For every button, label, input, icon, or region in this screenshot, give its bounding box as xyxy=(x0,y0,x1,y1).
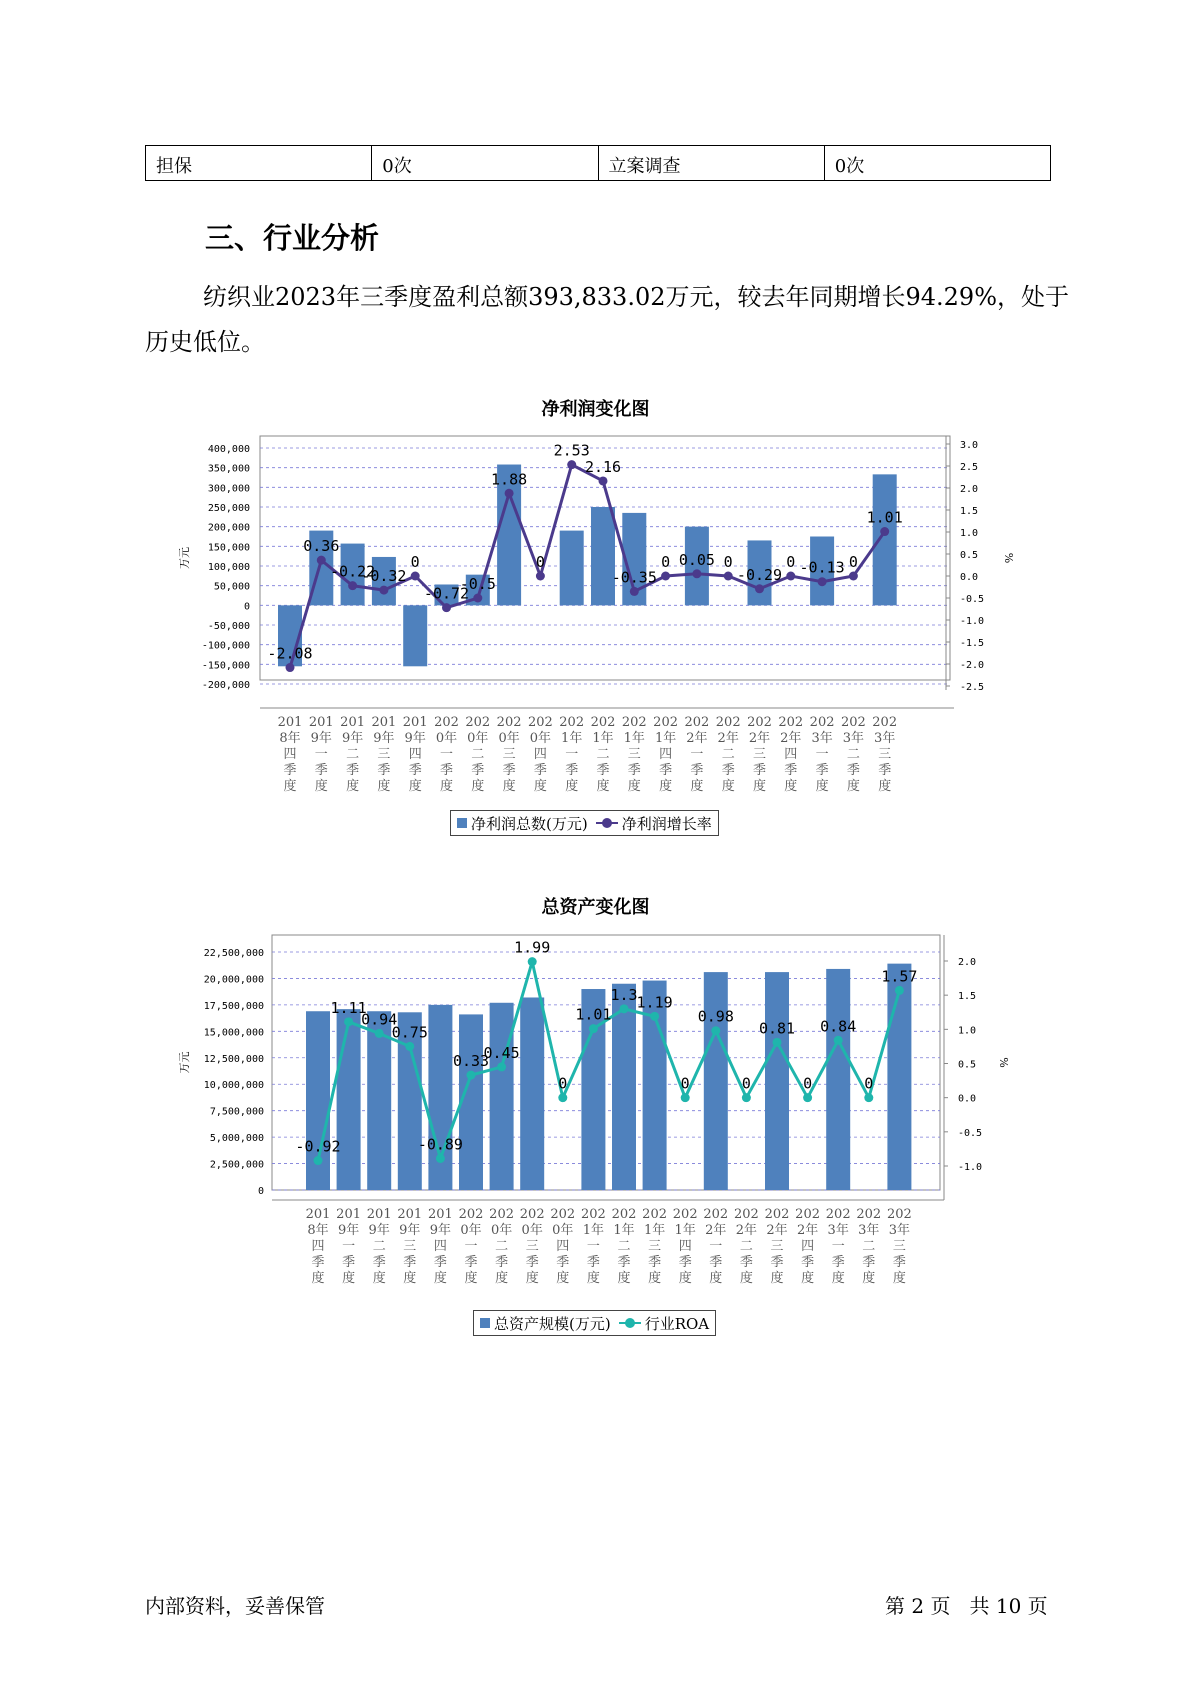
x-tick-label: 202 2年三季度 xyxy=(747,715,772,794)
data-label: 1.01 xyxy=(866,508,903,527)
data-label: 0 xyxy=(661,553,671,571)
y-tick-label: -50,000 xyxy=(207,621,250,632)
bar xyxy=(520,997,544,1190)
data-label: 0.45 xyxy=(483,1043,520,1062)
chart-legend xyxy=(450,810,719,836)
data-label: -0.5 xyxy=(459,575,496,593)
chart-legend xyxy=(473,1310,716,1336)
y-axis-label: 万元 xyxy=(178,1051,191,1074)
line-point xyxy=(880,527,889,536)
y2-tick-label: -1.5 xyxy=(960,638,985,649)
x-tick-label: 202 2年三季度 xyxy=(764,1207,790,1286)
legend-bar-swatch xyxy=(480,1318,490,1328)
legend-line-swatch xyxy=(596,818,618,828)
x-tick-label: 202 0年三季度 xyxy=(519,1207,545,1286)
y2-tick-label: 0.5 xyxy=(960,550,979,561)
y-tick-label: 20,000,000 xyxy=(203,974,264,986)
footer-left: 内部资料，妥善保管 xyxy=(145,1594,325,1618)
y-tick-label: 0 xyxy=(243,601,250,613)
line-point xyxy=(818,577,827,586)
y-tick-label: 150,000 xyxy=(207,542,250,554)
x-tick-label: 202 1年三季度 xyxy=(621,715,647,794)
x-tick-label: 202 0年三季度 xyxy=(496,715,522,794)
x-tick-label: 201 9年二季度 xyxy=(366,1207,392,1286)
data-label: 2.16 xyxy=(584,457,622,476)
data-label: -2.08 xyxy=(267,644,313,663)
section-heading: 三、行业分析 xyxy=(205,221,380,255)
data-label: 0.36 xyxy=(303,537,340,556)
x-tick-label: 201 8年四季度 xyxy=(277,715,303,794)
data-label: -0.89 xyxy=(417,1135,463,1154)
line-point xyxy=(599,476,608,485)
line-point xyxy=(692,569,701,578)
legend-line-label: 净利润增长率 xyxy=(621,814,712,833)
data-label: 0.33 xyxy=(452,1052,490,1071)
line-point xyxy=(849,572,858,581)
y2-axis-label: % xyxy=(997,1057,1010,1068)
y2-tick-label: -0.5 xyxy=(958,1127,983,1139)
y-tick-label: 5,000,000 xyxy=(209,1133,264,1145)
data-label: 2.53 xyxy=(553,441,590,460)
info-table xyxy=(145,145,1051,181)
data-label: 1.57 xyxy=(881,967,918,986)
data-label: 1.99 xyxy=(514,938,551,957)
x-tick-label: 201 9年三季度 xyxy=(371,715,397,794)
data-label: 1.3 xyxy=(610,985,638,1004)
y-tick-label: 15,000,000 xyxy=(203,1027,264,1039)
x-tick-label: 201 9年三季度 xyxy=(397,1207,423,1286)
y2-tick-label: -2.5 xyxy=(960,682,985,693)
x-tick-label: 201 9年四季度 xyxy=(427,1207,453,1286)
line-point xyxy=(711,1026,720,1035)
data-label: 0 xyxy=(558,1074,568,1093)
y2-tick-label: 0.5 xyxy=(958,1059,977,1071)
data-label: 0.98 xyxy=(697,1007,734,1026)
total-assets-chart xyxy=(0,930,1191,1310)
paragraph-text: 纺织业2023年三季度盈利总额393,833.02万元，较去年同期增长94.29%，处于历史低位。 xyxy=(145,283,1070,356)
y-axis-label: 万元 xyxy=(178,547,191,569)
y-tick-label: 17,500,000 xyxy=(203,1000,264,1012)
bar xyxy=(591,507,615,605)
y-tick-label: 22,500,000 xyxy=(203,948,264,959)
y2-tick-label: 1.5 xyxy=(958,991,977,1003)
line-point xyxy=(589,1024,598,1033)
x-tick-label: 201 9年四季度 xyxy=(402,715,428,794)
line-point xyxy=(442,603,451,612)
x-tick-label: 202 1年一季度 xyxy=(580,1207,606,1286)
y2-tick-label: -1.0 xyxy=(960,616,985,627)
data-label: -0.13 xyxy=(799,558,845,577)
x-tick-label: 202 2年二季度 xyxy=(715,715,741,794)
legend-line-label: 行业ROA xyxy=(644,1314,710,1333)
y2-tick-label: 1.5 xyxy=(960,506,979,517)
x-tick-label: 202 1年一季度 xyxy=(559,715,585,794)
y-tick-label: 50,000 xyxy=(213,581,250,593)
net-profit-chart xyxy=(0,430,1191,810)
y2-tick-label: 3.0 xyxy=(960,440,979,451)
line-point xyxy=(436,1154,445,1163)
table-cell-label: 担保 xyxy=(146,146,372,181)
line-point xyxy=(864,1093,873,1102)
y-tick-label: 350,000 xyxy=(207,463,250,475)
data-label: 0.94 xyxy=(361,1010,398,1029)
y2-tick-label: 1.0 xyxy=(960,528,979,539)
data-label: 0.75 xyxy=(391,1023,428,1042)
data-label: -0.72 xyxy=(423,584,470,603)
analysis-paragraph xyxy=(145,275,1070,365)
line-point xyxy=(724,572,733,581)
line-point xyxy=(630,587,639,596)
data-label: 1.11 xyxy=(330,998,367,1017)
bar xyxy=(887,964,911,1190)
x-tick-label: 202 2年一季度 xyxy=(684,715,710,794)
line-point xyxy=(375,1029,384,1038)
data-label: 0.05 xyxy=(678,550,715,569)
y-tick-label: 400,000 xyxy=(207,444,250,455)
line-point xyxy=(742,1093,751,1102)
y-tick-label: 200,000 xyxy=(207,522,250,534)
legend-bar-swatch xyxy=(457,818,467,828)
x-tick-label: 201 9年二季度 xyxy=(340,715,366,794)
y-tick-label: 2,500,000 xyxy=(209,1159,264,1171)
data-label: 0 xyxy=(723,553,733,571)
x-tick-label: 202 1年四季度 xyxy=(672,1207,698,1286)
data-label: -0.92 xyxy=(295,1137,341,1156)
y-tick-label: -150,000 xyxy=(201,660,250,672)
line-point xyxy=(650,1012,659,1021)
x-tick-label: 202 0年一季度 xyxy=(458,1207,484,1286)
chart-title: 总资产变化图 xyxy=(541,897,650,918)
y-tick-label: 300,000 xyxy=(207,483,250,495)
x-tick-label: 202 0年二季度 xyxy=(465,715,491,794)
chart-title: 净利润变化图 xyxy=(541,399,650,420)
line-point xyxy=(473,594,482,603)
line-point xyxy=(314,1156,323,1165)
data-label: 0 xyxy=(786,553,796,571)
y-tick-label: 250,000 xyxy=(207,503,250,514)
bar xyxy=(765,972,789,1190)
line-point xyxy=(528,957,537,966)
bar xyxy=(704,972,728,1190)
line-point xyxy=(405,1042,414,1051)
data-label: 1.19 xyxy=(636,993,673,1012)
x-tick-label: 202 0年四季度 xyxy=(527,715,553,794)
table-cell-label: 立案调查 xyxy=(598,146,824,181)
data-label: 0 xyxy=(680,1074,690,1093)
data-label: -0.32 xyxy=(361,567,407,586)
y2-tick-label: -0.5 xyxy=(960,594,985,605)
x-tick-label: 201 8年四季度 xyxy=(305,1207,331,1286)
bar xyxy=(560,531,584,606)
y2-tick-label: 0.0 xyxy=(958,1093,977,1105)
data-label: 0 xyxy=(410,553,420,571)
x-tick-label: 202 1年四季度 xyxy=(653,715,679,794)
bar xyxy=(826,969,850,1190)
line-point xyxy=(536,572,545,581)
legend-line-swatch xyxy=(619,1318,641,1328)
x-tick-label: 202 1年二季度 xyxy=(590,715,616,794)
x-tick-label: 202 0年二季度 xyxy=(489,1207,515,1286)
x-tick-label: 202 2年四季度 xyxy=(778,715,804,794)
line-point xyxy=(317,556,326,565)
x-tick-label: 202 1年二季度 xyxy=(611,1207,637,1286)
y2-tick-label: 0.0 xyxy=(960,572,979,583)
line-point xyxy=(895,986,904,995)
data-label: 0 xyxy=(741,1074,751,1093)
y2-tick-label: -2.0 xyxy=(960,660,985,671)
table-cell-value: 0次 xyxy=(372,146,598,181)
line-point xyxy=(681,1093,690,1102)
footer-page-number: 第 2 页 共 10 页 xyxy=(885,1594,1048,1618)
line-point xyxy=(348,581,357,590)
line-point xyxy=(286,663,295,672)
x-tick-label: 202 0年一季度 xyxy=(434,715,459,794)
bar xyxy=(403,605,427,666)
data-label: 0.84 xyxy=(820,1017,857,1036)
y2-tick-label: 1.0 xyxy=(958,1025,977,1037)
line-point xyxy=(755,584,764,593)
y-tick-label: -200,000 xyxy=(201,680,250,691)
legend-bar-label: 总资产规模(万元) xyxy=(494,1314,611,1333)
x-tick-label: 202 2年四季度 xyxy=(795,1207,821,1286)
x-tick-label: 202 3年二季度 xyxy=(840,715,866,794)
y-tick-label: 10,000,000 xyxy=(203,1080,264,1092)
line-point xyxy=(344,1017,353,1026)
data-label: -0.22 xyxy=(330,562,376,581)
x-tick-label: 202 3年三季度 xyxy=(872,715,898,794)
data-label: -0.29 xyxy=(736,565,783,584)
bar xyxy=(337,1009,361,1190)
line-point xyxy=(567,460,576,469)
line-point xyxy=(505,489,514,498)
line-point xyxy=(558,1093,567,1102)
y-tick-label: 0 xyxy=(257,1186,264,1197)
bar xyxy=(490,1003,514,1190)
x-tick-label: 202 2年二季度 xyxy=(733,1207,759,1286)
data-label: -0.35 xyxy=(611,568,657,587)
line-point xyxy=(661,572,670,581)
line-point xyxy=(411,572,420,581)
y2-axis-label: % xyxy=(1002,552,1015,564)
y2-tick-label: 2.0 xyxy=(958,957,977,968)
line-point xyxy=(786,572,795,581)
data-label: 1.01 xyxy=(575,1005,612,1024)
line-point xyxy=(834,1036,843,1045)
data-label: 0 xyxy=(864,1074,874,1093)
table-row xyxy=(146,146,1051,181)
y-tick-label: 12,500,000 xyxy=(203,1053,264,1065)
x-tick-label: 202 3年一季度 xyxy=(809,715,835,794)
y2-tick-label: -1.0 xyxy=(958,1162,983,1173)
y-tick-label: -100,000 xyxy=(201,640,250,652)
x-tick-label: 201 9年一季度 xyxy=(336,1207,362,1286)
x-tick-label: 202 0年四季度 xyxy=(550,1207,576,1286)
data-label: 0 xyxy=(803,1074,813,1093)
x-tick-label: 202 3年一季度 xyxy=(825,1207,851,1286)
y2-tick-label: 2.0 xyxy=(960,484,979,495)
x-tick-label: 202 3年二季度 xyxy=(856,1207,882,1286)
data-label: 0.81 xyxy=(758,1019,796,1038)
legend-bar-label: 净利润总数(万元) xyxy=(471,814,588,833)
data-label: 1.88 xyxy=(491,470,528,489)
line-point xyxy=(467,1071,476,1080)
line-point xyxy=(497,1062,506,1071)
data-label: 0 xyxy=(848,553,858,571)
line-point xyxy=(620,1004,629,1013)
data-label: 0 xyxy=(535,553,545,571)
bar xyxy=(873,474,897,605)
x-tick-label: 202 3年三季度 xyxy=(886,1207,912,1286)
x-tick-label: 201 9年一季度 xyxy=(308,715,334,794)
x-tick-label: 202 1年三季度 xyxy=(642,1207,668,1286)
line-point xyxy=(773,1038,782,1047)
line-point xyxy=(803,1093,812,1102)
y-tick-label: 7,500,000 xyxy=(209,1106,264,1118)
y2-tick-label: 2.5 xyxy=(960,462,979,473)
x-tick-label: 202 2年一季度 xyxy=(703,1207,729,1286)
table-cell-value: 0次 xyxy=(824,146,1050,181)
y-tick-label: 100,000 xyxy=(207,562,250,573)
line-point xyxy=(379,586,388,595)
